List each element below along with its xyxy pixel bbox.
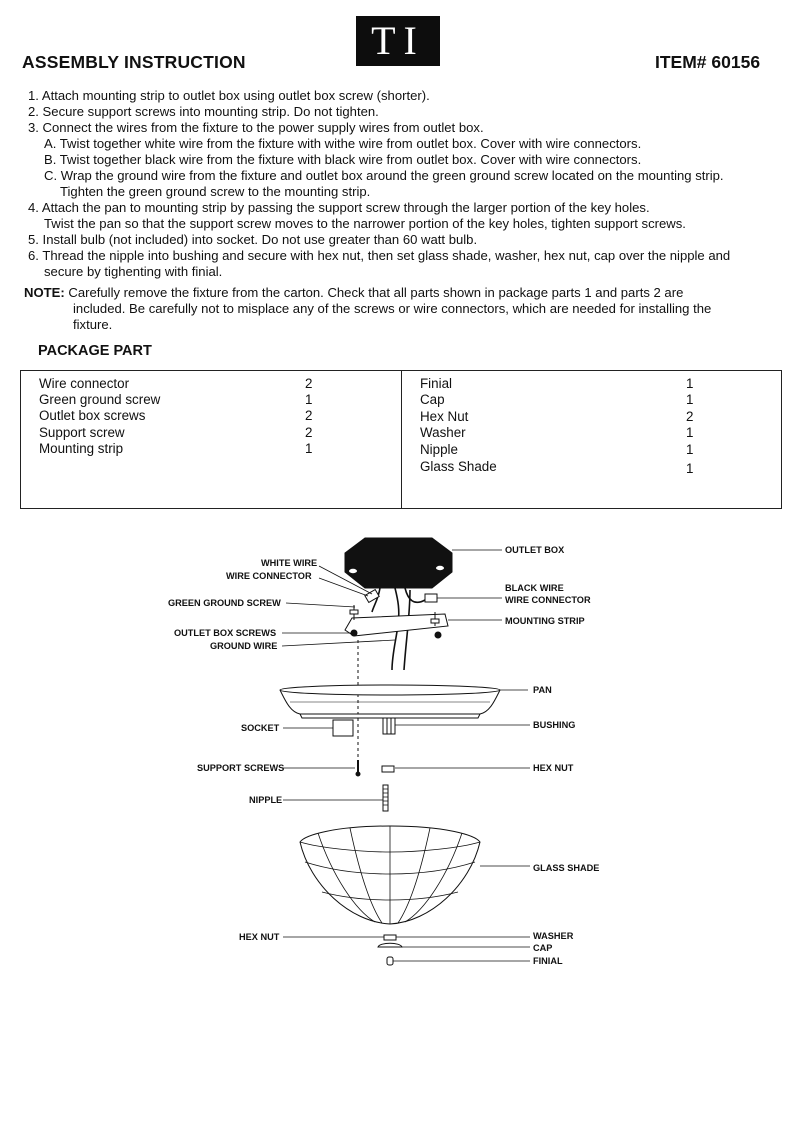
label-socket: SOCKET — [241, 723, 280, 733]
part-qty: 2 — [305, 408, 313, 423]
part-qty: 1 — [305, 392, 313, 407]
part-qty: 1 — [686, 392, 694, 407]
part-name: Finial — [420, 376, 452, 391]
instruction-step-3: 3. Connect the wires from the fixture to the power supply wires from outlet box. — [28, 120, 484, 135]
socket-drawing — [333, 720, 353, 736]
washer-hexnut-drawing — [384, 935, 396, 940]
outlet-box-drawing — [345, 538, 452, 588]
glass-shade-drawing — [300, 826, 480, 924]
part-name: Outlet box screws — [39, 408, 146, 423]
part-qty: 1 — [686, 425, 694, 440]
cap-drawing — [378, 943, 402, 947]
label-wire-connector-right: WIRE CONNECTOR — [505, 595, 591, 605]
bushing-drawing — [383, 718, 395, 734]
instruction-step-5: 5. Install bulb (not included) into socket. Do not use greater than 60 watt bulb. — [28, 232, 478, 247]
part-name: Mounting strip — [39, 441, 124, 456]
pan-drawing — [280, 685, 500, 718]
label-washer: WASHER — [533, 931, 574, 941]
part-qty: 2 — [305, 425, 313, 440]
instruction-step-3c: C. Wrap the ground wire from the fixture and outlet box around the green ground screw located on the mounting strip. — [44, 168, 724, 183]
note-line-2: included. Be carefully not to misplace any of the screws or wire connectors, which are needed for installing the — [73, 301, 712, 316]
label-hex-nut-left: HEX NUT — [239, 932, 280, 942]
instruction-step-6-cont: secure by tighenting with finial. — [44, 264, 223, 279]
note-label: NOTE: — [24, 285, 65, 300]
part-name: Hex Nut — [420, 409, 469, 424]
label-green-ground-screw: GREEN GROUND SCREW — [168, 598, 281, 608]
label-pan: PAN — [533, 685, 552, 695]
instruction-step-3c-cont: Tighten the green ground screw to the mounting strip. — [60, 184, 371, 199]
instruction-step-6: 6. Thread the nipple into bushing and secure with hex nut, then set glass shade, washer, hex nut, cap over the nipple and — [28, 248, 731, 263]
item-number: ITEM# 60156 — [655, 52, 761, 72]
brand-logo: TI — [356, 16, 440, 66]
label-support-screws: SUPPORT SCREWS — [197, 763, 285, 773]
black-wire-connector-drawing — [425, 594, 437, 602]
part-name: Cap — [420, 392, 445, 407]
label-glass-shade: GLASS SHADE — [533, 863, 600, 873]
part-name: Nipple — [420, 442, 458, 457]
document-title: ASSEMBLY INSTRUCTION — [22, 52, 246, 72]
finial-drawing — [387, 957, 393, 965]
instruction-step-3b: B. Twist together black wire from the fixture with black wire from outlet box. Cover with wire connectors. — [44, 152, 642, 167]
label-finial: FINIAL — [533, 956, 563, 966]
part-qty: 1 — [686, 442, 694, 457]
label-bushing: BUSHING — [533, 720, 576, 730]
package-part-heading: PACKAGE PART — [38, 343, 152, 359]
note-line-3: fixture. — [73, 317, 113, 332]
part-name: Glass Shade — [420, 459, 497, 474]
part-name: Wire connector — [39, 376, 130, 391]
label-mounting-strip: MOUNTING STRIP — [505, 616, 585, 626]
part-qty: 2 — [305, 376, 313, 391]
label-white-wire: WHITE WIRE — [261, 558, 318, 568]
label-hex-nut-right: HEX NUT — [533, 763, 574, 773]
instruction-step-1: 1. Attach mounting strip to outlet box using outlet box screw (shorter). — [28, 88, 430, 103]
part-name: Green ground screw — [39, 392, 161, 407]
label-black-wire: BLACK WIRE — [505, 583, 564, 593]
instruction-step-4-cont: Twist the pan so that the support screw moves to the narrower portion of the key holes, tighten support screws. — [44, 216, 686, 231]
label-outlet-box-screws: OUTLET BOX SCREWS — [174, 628, 277, 638]
part-name: Washer — [420, 425, 466, 440]
label-wire-connector-left: WIRE CONNECTOR — [226, 571, 312, 581]
part-qty: 1 — [686, 376, 694, 391]
label-nipple: NIPPLE — [249, 795, 283, 805]
instruction-step-2: 2. Secure support screws into mounting strip. Do not tighten. — [28, 104, 379, 119]
label-outlet-box: OUTLET BOX — [505, 545, 565, 555]
label-ground-wire: GROUND WIRE — [210, 641, 278, 651]
part-name: Support screw — [39, 425, 125, 440]
label-cap: CAP — [533, 943, 553, 953]
part-qty: 2 — [686, 409, 694, 424]
part-qty: 1 — [686, 461, 694, 476]
hex-nut-drawing — [382, 766, 394, 772]
instruction-step-4: 4. Attach the pan to mounting strip by passing the support screw through the larger portion of the key holes. — [28, 200, 650, 215]
note-text-1: Carefully remove the fixture from the carton. Check that all parts shown in package parts 1 and parts 2 are — [68, 285, 684, 300]
part-qty: 1 — [305, 441, 313, 456]
instruction-step-3a: A. Twist together white wire from the fixture with withe wire from outlet box. Cover with wire connectors. — [44, 136, 642, 151]
